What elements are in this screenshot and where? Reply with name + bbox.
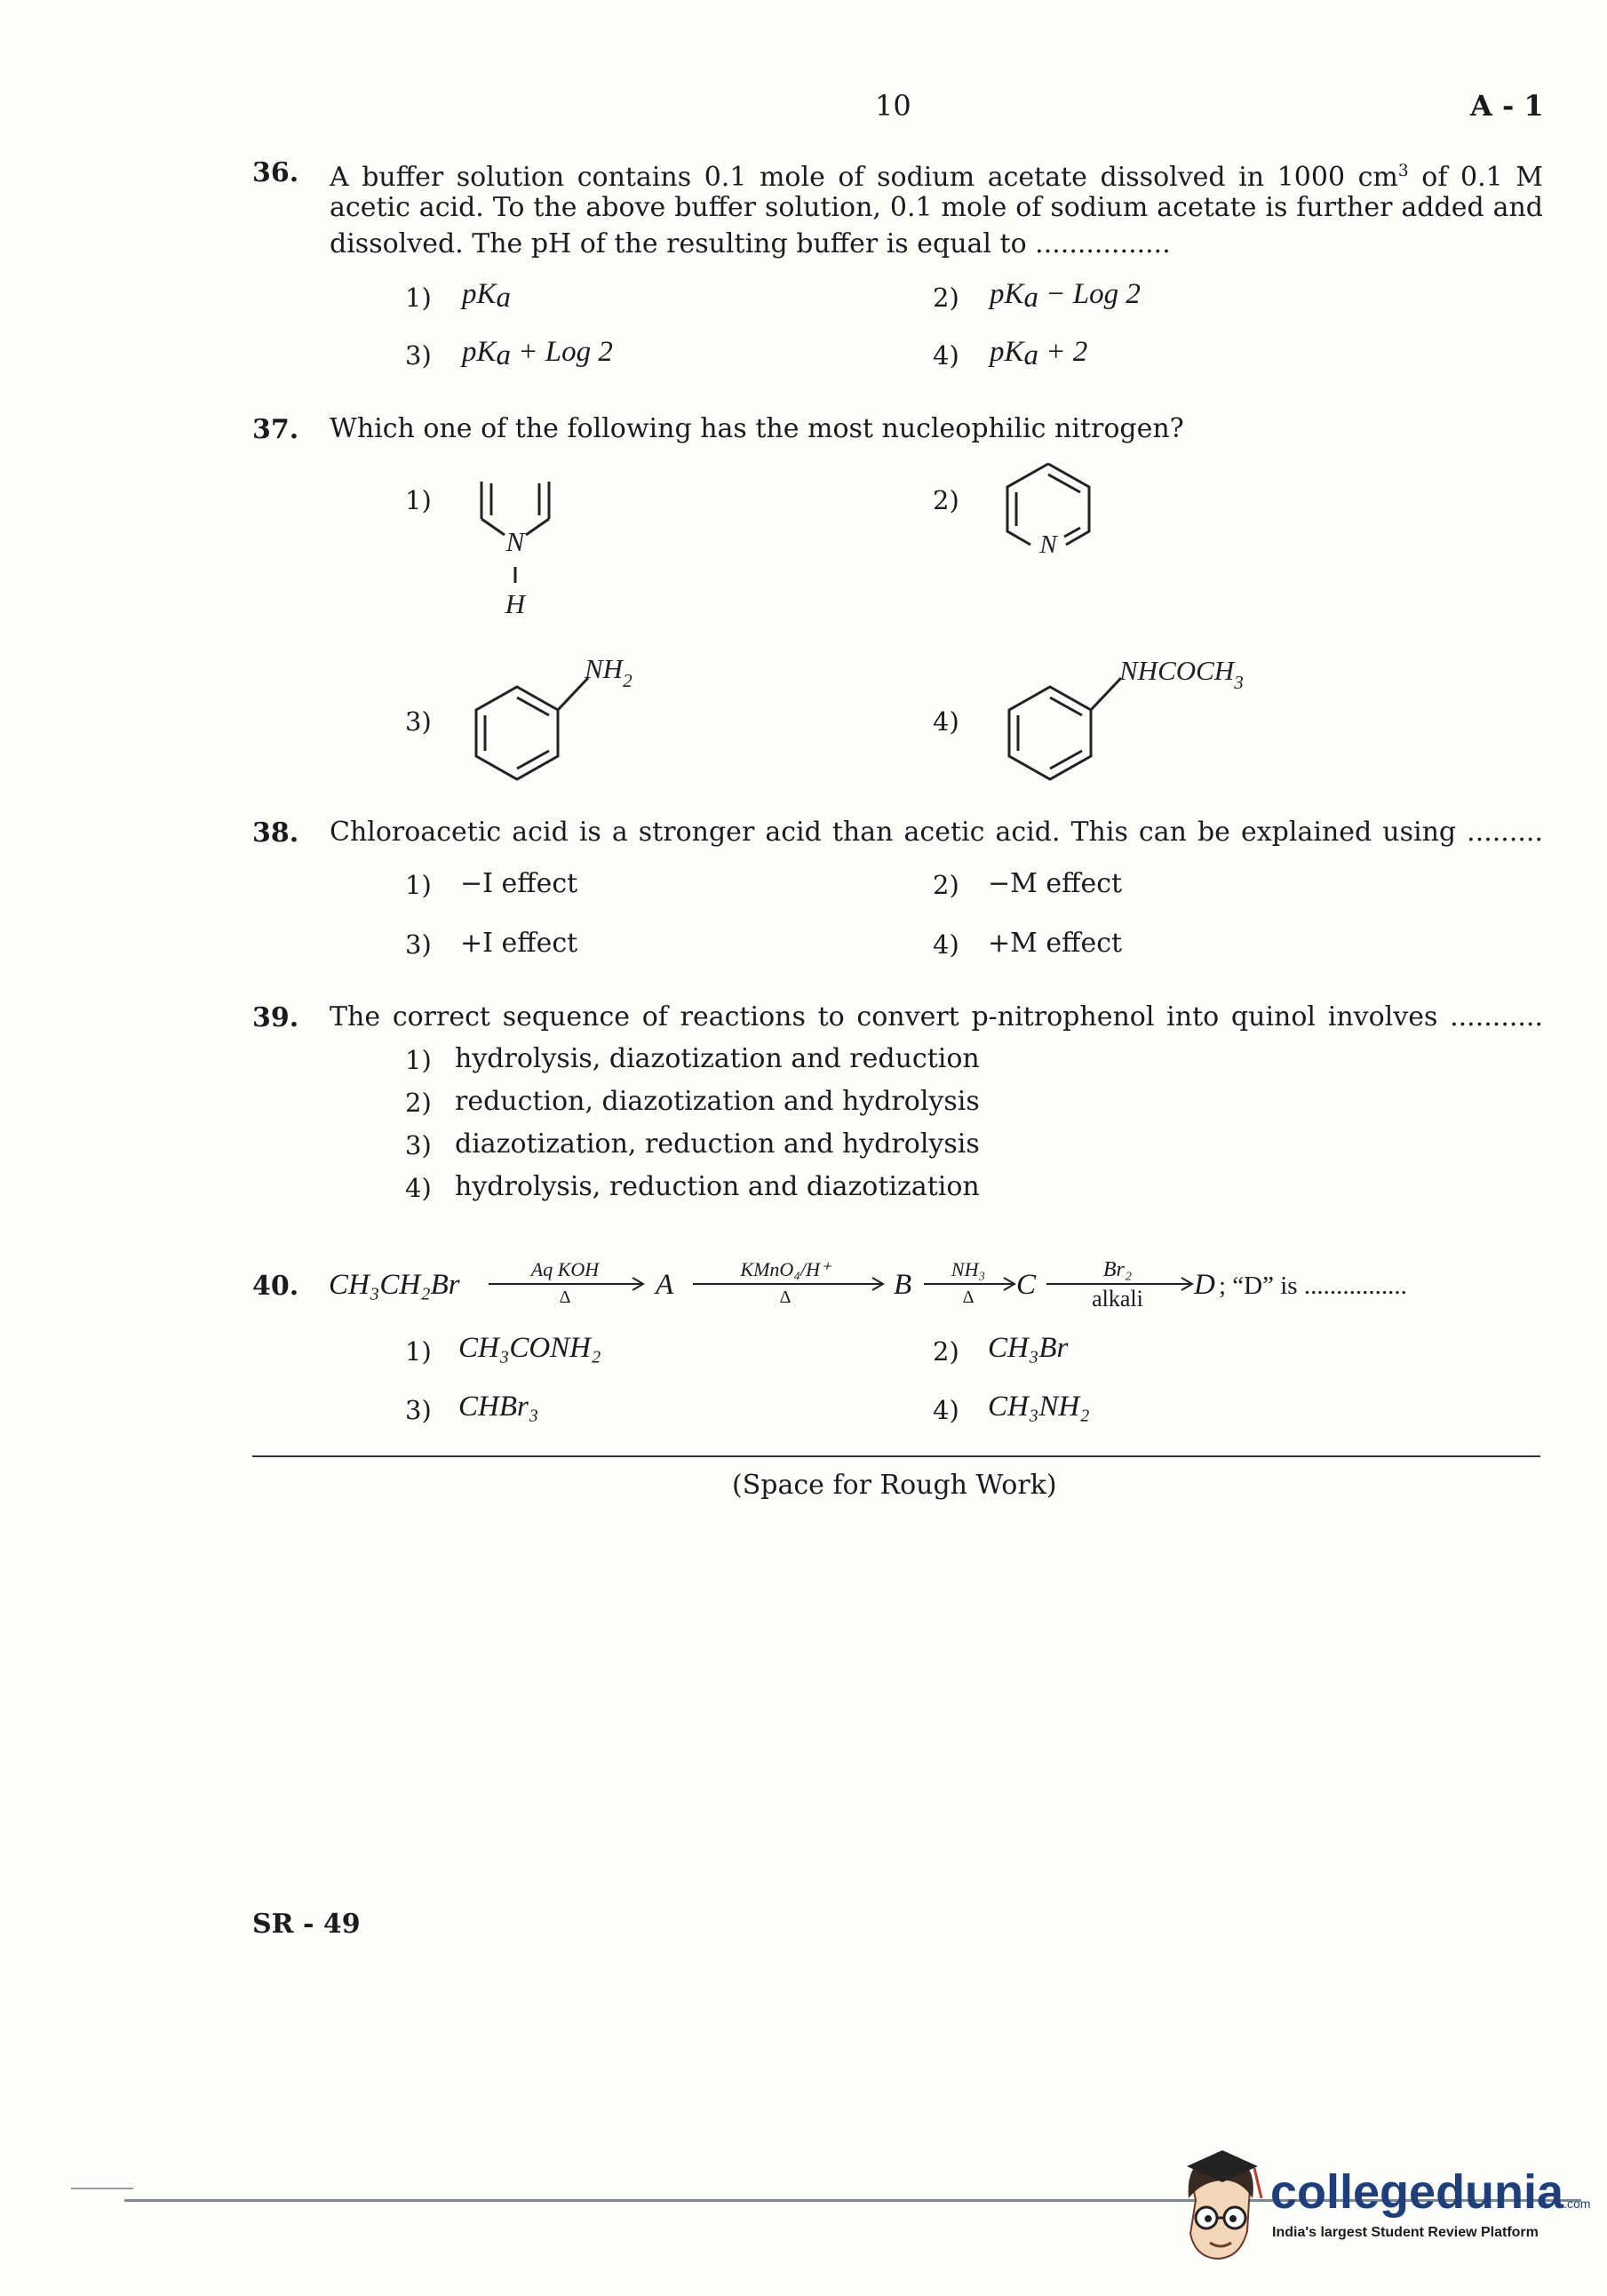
q40-option-2-number: 2) (933, 1336, 959, 1367)
reaction-tail: ; “D” is ................ (1219, 1272, 1407, 1300)
product-b: B (894, 1269, 912, 1301)
q37-option-3-number: 3) (405, 706, 432, 737)
q36-option-1: $pK_a$ (462, 278, 512, 315)
q37-option-4-number: 4) (933, 706, 959, 737)
q39-option-2-number: 2) (405, 1088, 432, 1118)
aniline-group-label: $NH_2$ (585, 653, 632, 691)
brand-logo-text: collegedunia.com (1270, 2165, 1591, 2219)
question-37-number: 37. (252, 414, 299, 445)
question-38-number: 38. (252, 817, 299, 849)
arrow4-reagent: Br₂ (1102, 1258, 1133, 1281)
q39-option-4: hydrolysis, reduction and diazotization (455, 1171, 980, 1202)
mascot-logo (1169, 2147, 1267, 2271)
arrow2-condition: Δ (779, 1288, 792, 1307)
q37-option-1-number: 1) (405, 485, 432, 515)
q40-option-4: CH₃NH₂ (988, 1391, 1090, 1423)
q37-option-2-number: 2) (933, 485, 959, 515)
q40-option-3: CHBr₃ (458, 1391, 539, 1423)
q39-option-4-number: 4) (405, 1173, 432, 1203)
question-36-line-3: dissolved. The pH of the resulting buffer is equal to ................ (330, 228, 1171, 259)
question-38-text: Chloroacetic acid is a stronger acid than acetic acid. This can be explained using ......... (330, 817, 1543, 848)
q40-option-2: CH₃Br (988, 1332, 1069, 1364)
q38-option-3: +I effect (460, 928, 578, 959)
arrow3-reagent: NH₃ (951, 1258, 986, 1280)
product-c: C (1016, 1269, 1037, 1301)
q38-option-2-number: 2) (933, 870, 959, 900)
arrow1-reagent: Aq KOH (530, 1258, 600, 1280)
q36-option-1-number: 1) (405, 283, 432, 313)
pyrrole-structure (462, 462, 577, 640)
q36-option-2-number: 2) (933, 283, 959, 313)
q36-option-4: $pK_a + 2$ (990, 336, 1088, 372)
brand-tagline: India's largest Student Review Platform (1272, 2225, 1539, 2240)
pyridine-structure (995, 453, 1102, 569)
q38-option-2: −M effect (988, 868, 1123, 899)
q38-option-4-number: 4) (933, 929, 959, 960)
product-d: D (1194, 1269, 1215, 1301)
q38-option-3-number: 3) (405, 929, 432, 960)
footer-code: SR - 49 (252, 1909, 361, 1940)
arrow4-condition: alkali (1092, 1286, 1143, 1311)
q40-option-3-number: 3) (405, 1395, 432, 1425)
q36-option-4-number: 4) (933, 340, 959, 371)
question-36-line-1: A buffer solution contains 0.1 mole of sodium acetate dissolved in 1000 $cm^3$ of 0.1 M (330, 162, 1543, 193)
q38-option-4: +M effect (988, 928, 1123, 959)
scan-mark (71, 2188, 133, 2189)
reaction-start: CH₃CH₂Br (329, 1269, 460, 1301)
page-number: 10 (875, 89, 911, 123)
arrow2-reagent: KMnO₄/H⁺ (740, 1258, 831, 1280)
acetanilide-group-label: $NHCOCH_3$ (1119, 655, 1244, 693)
aniline-structure (462, 653, 675, 786)
q36-option-3: $pK_a$ + Log 2 (462, 336, 613, 372)
q38-option-1: −I effect (460, 868, 578, 899)
question-36-number: 36. (252, 157, 299, 188)
arrow3-condition: Δ (962, 1288, 975, 1307)
pyrrole-h-label: H (505, 588, 526, 619)
q39-option-3: diazotization, reduction and hydrolysis (455, 1128, 980, 1160)
q39-option-3-number: 3) (405, 1130, 432, 1160)
acetanilide-structure (995, 653, 1297, 786)
rough-work-divider (252, 1455, 1540, 1457)
question-40-number: 40. (252, 1271, 299, 1302)
q36-option-2: $pK_a$ − Log 2 (990, 278, 1141, 315)
paper-code: A - 1 (1470, 89, 1544, 123)
question-39-text: The correct sequence of reactions to convert p-nitrophenol into quinol involves ........... (330, 1001, 1543, 1032)
product-a: A (656, 1269, 674, 1301)
q40-option-4-number: 4) (933, 1395, 959, 1425)
question-36-line-2: acetic acid. To the above buffer solution, 0.1 mole of sodium acetate is further added and (330, 192, 1543, 223)
rough-work-label: (Space for Rough Work) (732, 1470, 1057, 1501)
pyridine-n-label: N (1039, 530, 1057, 559)
q39-option-1: hydrolysis, diazotization and reduction (455, 1043, 980, 1074)
q39-option-1-number: 1) (405, 1045, 432, 1075)
q36-option-3-number: 3) (405, 340, 432, 371)
reaction-scheme (329, 1244, 1466, 1315)
arrow1-condition: Δ (559, 1288, 571, 1307)
q39-option-2: reduction, diazotization and hydrolysis (455, 1086, 980, 1117)
pyrrole-n-label: N (505, 526, 525, 557)
q40-option-1-number: 1) (405, 1336, 432, 1367)
q38-option-1-number: 1) (405, 870, 432, 900)
question-39-number: 39. (252, 1002, 299, 1033)
q40-option-1: CH₃CONH₂ (458, 1332, 601, 1364)
question-37-text: Which one of the following has the most nucleophilic nitrogen? (330, 413, 1184, 444)
